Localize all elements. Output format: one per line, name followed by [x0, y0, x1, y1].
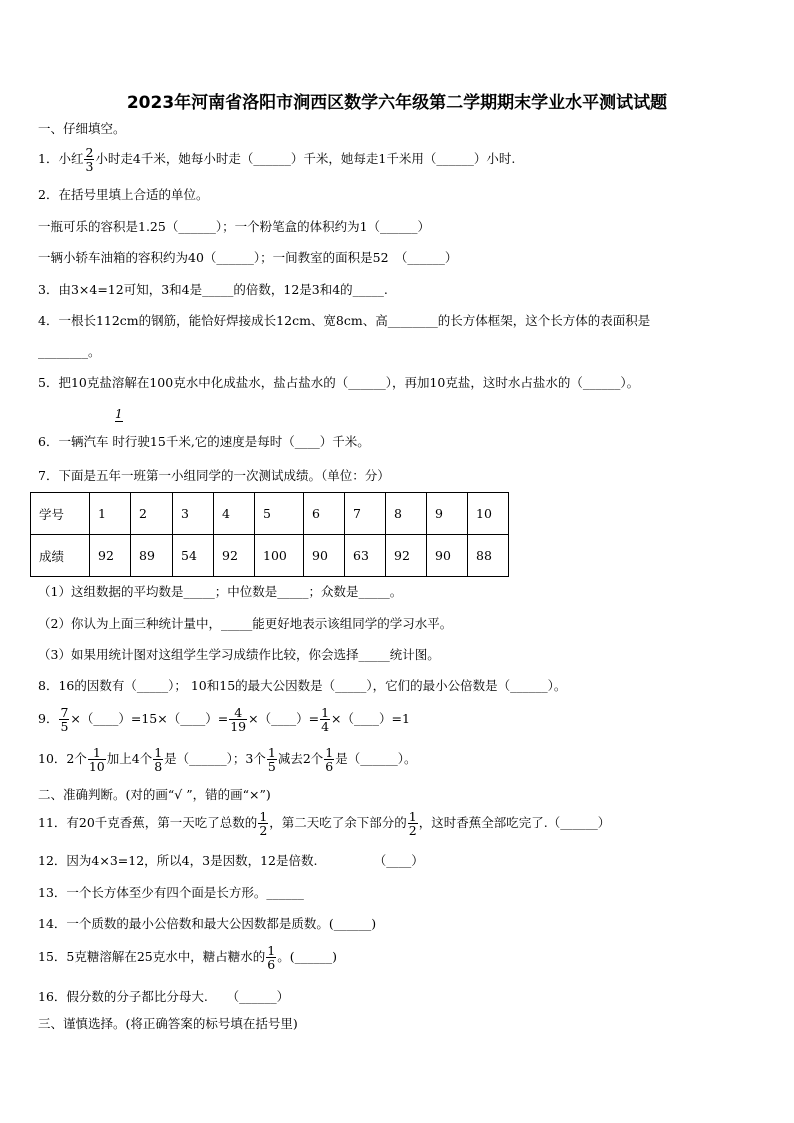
fraction-num: 1 — [154, 745, 163, 760]
section-1-heading: 一、仔细填空。 — [38, 121, 126, 136]
fraction-den: 10 — [88, 759, 105, 774]
table-cell: 63 — [345, 535, 386, 577]
table-row-score — [31, 535, 509, 577]
fraction-den: 8 — [154, 759, 163, 774]
question-9 — [38, 706, 410, 733]
q10-text-d: 减去2个 — [277, 751, 324, 766]
question-7: 7．下面是五年一班第一小组同学的一次测试成绩。（单位：分） — [38, 468, 390, 483]
fraction-num: 1 — [259, 809, 268, 824]
q1-fraction-num: 2 — [85, 145, 94, 160]
question-15 — [38, 944, 337, 971]
q10-fraction-1 — [88, 746, 106, 773]
q11-text-c: ，这时香蕉全部吃完了.（______） — [418, 815, 611, 830]
q11-fraction-1 — [258, 810, 268, 837]
q9-text-b: ×（____）=15×（____）= — [70, 711, 229, 726]
table-cell: 9 — [427, 493, 468, 535]
question-2a: 一瓶可乐的容积是1.25（______）；一个粉笔盒的体积约为1（______） — [38, 219, 431, 234]
table-cell: 4 — [214, 493, 255, 535]
q9-fraction-1 — [59, 706, 69, 733]
question-10 — [38, 746, 417, 773]
fraction-den: 19 — [230, 719, 247, 734]
q15-fraction — [266, 944, 276, 971]
question-16: 16．假分数的分子都比分母大. （______） — [38, 989, 290, 1004]
fraction-num: 4 — [229, 706, 247, 720]
table-cell: 92 — [386, 535, 427, 577]
question-14: 14．一个质数的最小公倍数和最大公因数都是质数。(______) — [38, 916, 377, 931]
table-cell: 92 — [214, 535, 255, 577]
q9-text-a: 9． — [38, 711, 59, 726]
table-cell: 7 — [345, 493, 386, 535]
table-cell: 2 — [131, 493, 173, 535]
q15-text-a: 15．5克糖溶解在25克水中，糖占糖水的 — [38, 949, 266, 964]
q11-text-a: 11．有20千克香蕉，第一天吃了总数的 — [38, 815, 258, 830]
q1-text-a: 1．小红 — [38, 151, 84, 166]
q9-text-c: ×（____）= — [248, 711, 320, 726]
question-2: 2．在括号里填上合适的单位。 — [38, 187, 209, 202]
fraction-num: 7 — [60, 705, 69, 720]
fraction-num: 1 — [321, 705, 330, 720]
fraction-den: 5 — [60, 719, 69, 734]
q11-fraction-2 — [408, 810, 418, 837]
question-12: 12．因为4×3=12，所以4，3是因数，12是倍数. （____） — [38, 853, 424, 868]
question-4a: 4．一根长112cm的钢筋，能恰好焊接成长12cm、宽8cm、高________的长方体框架，这个长方体的表面积是 — [38, 313, 651, 328]
score-table — [30, 492, 509, 577]
table-cell: 5 — [255, 493, 304, 535]
fraction-den: 2 — [408, 823, 417, 838]
q1-fraction-den: 3 — [85, 159, 94, 174]
question-7-1: （1）这组数据的平均数是_____；中位数是_____；众数是_____。 — [38, 584, 403, 599]
table-cell: 90 — [304, 535, 345, 577]
fraction-den: 6 — [267, 957, 276, 972]
q10-fraction-4 — [324, 746, 334, 773]
fraction-num: 1 — [267, 745, 276, 760]
table-cell: 54 — [173, 535, 214, 577]
section-3-heading: 三、谨慎选择。(将正确答案的标号填在括号里) — [38, 1016, 298, 1031]
table-cell: 89 — [131, 535, 173, 577]
q10-fraction-3 — [267, 746, 277, 773]
question-2b: 一辆小轿车油箱的容积约为40（______）；一间教室的面积是52 （______） — [38, 250, 458, 265]
question-1 — [38, 146, 515, 173]
fraction-num: 1 — [88, 746, 106, 760]
table-cell: 成绩 — [31, 535, 90, 577]
question-6: 6．一辆汽车 时行驶15千米,它的速度是每时（____）千米。 — [38, 434, 370, 449]
table-cell: 100 — [255, 535, 304, 577]
question-13: 13．一个长方体至少有四个面是长方形。______ — [38, 885, 304, 900]
q15-text-b: 。(______) — [277, 949, 337, 964]
table-cell: 10 — [468, 493, 509, 535]
q6-fraction — [115, 408, 123, 422]
question-5: 5．把10克盐溶解在100克水中化成盐水，盐占盐水的（______），再加10克盐，这时水占盐水的（______）。 — [38, 375, 640, 390]
q10-text-a: 10．2个 — [38, 751, 87, 766]
table-cell: 6 — [304, 493, 345, 535]
q10-text-b: 加上4个 — [106, 751, 153, 766]
fraction-den: 4 — [321, 719, 330, 734]
q10-fraction-2 — [153, 746, 163, 773]
table-cell: 92 — [90, 535, 131, 577]
question-11 — [38, 810, 610, 837]
table-cell: 1 — [90, 493, 131, 535]
question-8: 8．16的因数有（_____）； 10和15的最大公因数是（_____），它们的最小公倍数是（______）。 — [38, 678, 567, 693]
fraction-den: 2 — [259, 823, 268, 838]
q9-fraction-2 — [229, 706, 247, 733]
section-2-heading: 二、准确判断。(对的画“√ ”，错的画“×”) — [38, 787, 271, 802]
fraction-num: 1 — [408, 809, 417, 824]
q1-text-b: 小时走4千米，她每小时走（______）千米，她每走1千米用（______）小时. — [95, 151, 516, 166]
q6-fraction-bar — [115, 421, 123, 422]
question-3: 3．由3×4=12可知，3和4是_____的倍数，12是3和4的_____. — [38, 282, 388, 297]
fraction-num: 1 — [267, 943, 276, 958]
q11-text-b: ，第二天吃了余下部分的 — [269, 815, 407, 830]
q10-text-e: 是（______）。 — [335, 751, 417, 766]
table-cell: 学号 — [31, 493, 90, 535]
fraction-den: 6 — [325, 759, 334, 774]
fraction-den: 5 — [267, 759, 276, 774]
table-cell: 88 — [468, 535, 509, 577]
q6-fraction-num: 1 — [115, 407, 123, 421]
fraction-num: 1 — [325, 745, 334, 760]
table-cell: 90 — [427, 535, 468, 577]
q9-text-d: ×（____）=1 — [331, 711, 410, 726]
q10-text-c: 是（______）；3个 — [164, 751, 266, 766]
table-row-id — [31, 493, 509, 535]
page-title: 2023年河南省洛阳市涧西区数学六年级第二学期期末学业水平测试试题 — [126, 93, 668, 113]
question-4b: ________。 — [38, 344, 101, 359]
q1-fraction — [84, 146, 94, 173]
table-cell: 8 — [386, 493, 427, 535]
question-7-2: （2）你认为上面三种统计量中，_____能更好地表示该组同学的学习水平。 — [38, 616, 453, 631]
q9-fraction-3 — [320, 706, 330, 733]
question-7-3: （3）如果用统计图对这组学生学习成绩作比较，你会选择_____统计图。 — [38, 647, 440, 662]
table-cell: 3 — [173, 493, 214, 535]
